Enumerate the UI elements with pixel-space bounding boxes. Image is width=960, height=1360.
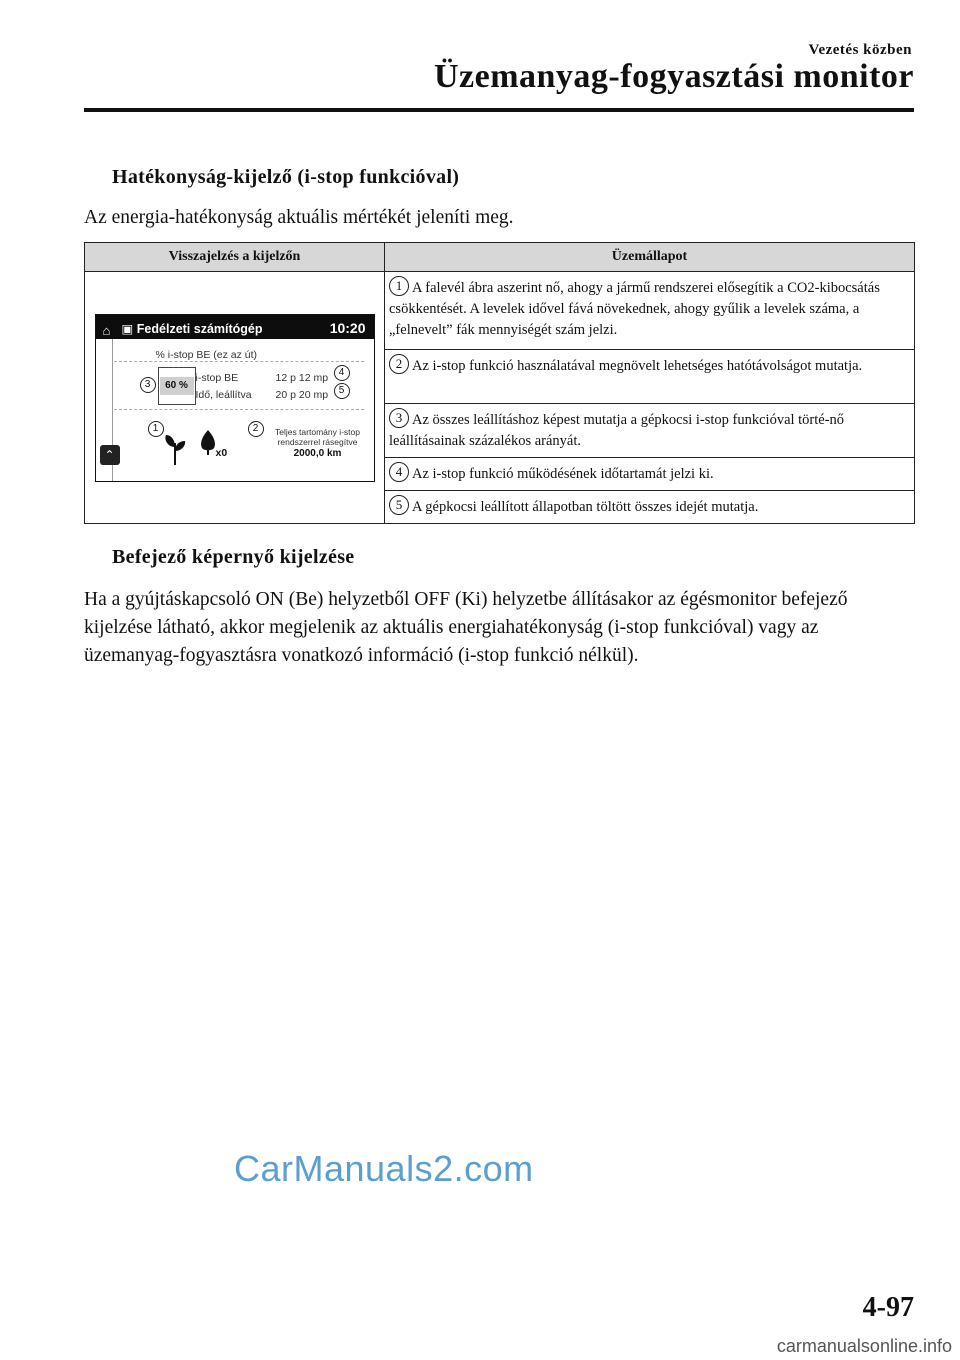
section-label: Vezetés közben xyxy=(808,42,912,58)
callout-1: 1 xyxy=(148,421,164,437)
end-screen-body: Ha a gyújtáskapcsoló ON (Be) helyzetből OFF (Ki) helyzetbe állításakor az égésmonitor befejező kijelzése látható, akkor megjelenik az aktuális energiahatékonyság (i-stop funkcióval) vagy az üzemanyag-fogyasztásra vonatkozó információ (i-stop funkció nélkül). xyxy=(84,589,848,666)
callout-4: 4 xyxy=(334,365,350,381)
header-divider xyxy=(84,108,914,112)
row-number: 5 xyxy=(389,495,409,515)
table-row xyxy=(385,491,915,524)
section-heading-efficiency: Hatékonyság-kijelző (i-stop funkcióval) xyxy=(112,166,460,188)
fuel-monitor-screen xyxy=(95,314,375,482)
istop-percent: 60 % xyxy=(160,377,194,395)
table-row xyxy=(385,404,915,458)
table-row xyxy=(385,458,915,491)
screen-title: ▣ Fedélzeti számítógép xyxy=(121,321,263,336)
screen-clock: 10:20 xyxy=(329,319,366,336)
range-label-2: rendszerrel rásegítve xyxy=(277,436,358,447)
divider xyxy=(114,409,364,410)
callout-3: 3 xyxy=(140,377,156,393)
table-header-display: Visszajelzés a kijelzőn xyxy=(85,243,385,272)
table-row xyxy=(385,272,915,350)
divider xyxy=(114,361,364,362)
leaf-sprout-icon xyxy=(162,429,188,465)
tree-icon xyxy=(198,429,218,455)
row-text: A falevél ábra aszerint nő, ahogy a jármű rendszerei elősegítik a CO2-kibocsátás csökkentését. A levelek idővel fává növekednek, ahogy gyűlik a levelek száma, a „felnevelt” fák mennyiségét szám jelzi. xyxy=(389,280,880,338)
row-text: Az összes leállításhoz képest mutatja a gépkocsi i-stop funkcióval törté-nő leállításainak százalékos arányát. xyxy=(389,412,845,449)
istop-on-value: 12 p 12 mp xyxy=(275,371,329,384)
page-number: 4-97 xyxy=(862,1292,914,1323)
screen-image-cell xyxy=(85,272,385,524)
table-header-status: Üzemállapot xyxy=(385,243,915,272)
row-number: 1 xyxy=(389,276,409,296)
istop-on-label: i-stop BE xyxy=(195,371,239,384)
istop-percent-gauge xyxy=(158,367,196,405)
table-row xyxy=(385,350,915,404)
row-text: Az i-stop funkció használatával megnövelt lehetséges hatótávolságot mutatja. xyxy=(412,358,863,374)
row-number: 3 xyxy=(389,408,409,428)
watermark: CarManuals2.com xyxy=(234,1148,534,1189)
callout-5: 5 xyxy=(334,383,350,399)
callout-2: 2 xyxy=(248,421,264,437)
range-value: 2000,0 km xyxy=(293,447,342,459)
page-title: Üzemanyag-fogyasztási monitor xyxy=(433,58,914,95)
home-icon: ⌂ xyxy=(102,322,111,338)
range-label-1: Teljes tartomány i-stop xyxy=(274,426,361,437)
tree-count: x0 xyxy=(215,446,228,459)
section-heading-end-screen: Befejező képernyő kijelzése xyxy=(112,546,355,568)
row-number: 2 xyxy=(389,354,409,374)
idle-time-label: Idő, leállítva xyxy=(195,388,252,401)
row-text: Az i-stop funkció működésének időtartamát jelzi ki. xyxy=(412,466,714,482)
scroll-up-icon: ⌃ xyxy=(100,445,120,465)
screen-title-bar xyxy=(96,315,374,339)
footer-site: carmanualsonline.info xyxy=(776,1336,952,1356)
idle-time-value: 20 p 20 mp xyxy=(275,388,329,401)
row-text: A gépkocsi leállított állapotban töltött összes idejét mutatja. xyxy=(412,499,759,515)
istop-heading: % i-stop BE (ez az út) xyxy=(155,348,258,361)
row-number: 4 xyxy=(389,462,409,482)
section-intro: Az energia-hatékonyság aktuális mértékét jeleníti meg. xyxy=(84,207,514,228)
status-table xyxy=(84,242,915,524)
